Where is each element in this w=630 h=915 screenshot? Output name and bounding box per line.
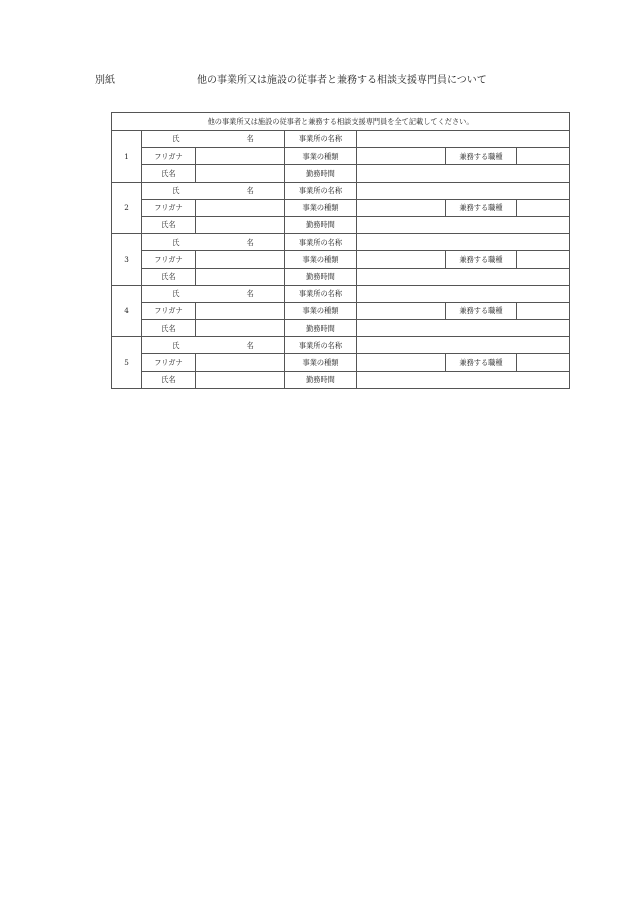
business-type-field[interactable]: [357, 354, 446, 371]
furigana-field[interactable]: [196, 148, 285, 165]
office-name-label: 事業所の名称: [285, 131, 357, 148]
furigana-label: フリガナ: [142, 199, 196, 216]
office-name-label: 事業所の名称: [285, 234, 357, 251]
entry-5-row-3: [112, 371, 570, 388]
concurrent-job-field[interactable]: [517, 199, 570, 216]
work-hours-field[interactable]: [357, 216, 570, 233]
name-heading-label: [142, 337, 285, 354]
office-name-label: 事業所の名称: [285, 337, 357, 354]
furigana-field[interactable]: [196, 302, 285, 319]
entry-1-row-2: [112, 148, 570, 165]
name-field[interactable]: [196, 320, 285, 337]
concurrent-job-label: 兼務する職種: [446, 251, 517, 268]
concurrent-job-label: 兼務する職種: [446, 302, 517, 319]
concurrent-job-field[interactable]: [517, 148, 570, 165]
entry-1-row-1: [112, 131, 570, 148]
name-heading-label: [142, 182, 285, 199]
name-heading-label-text: 氏 名: [172, 289, 284, 299]
entry-5-row-1: [112, 337, 570, 354]
entry-2-row-3: [112, 216, 570, 233]
work-hours-label: 勤務時間: [285, 371, 357, 388]
concurrent-job-field[interactable]: [517, 302, 570, 319]
name-heading-label-text: 氏 名: [172, 237, 284, 247]
office-name-field[interactable]: [357, 131, 570, 148]
concurrent-job-label: 兼務する職種: [446, 148, 517, 165]
furigana-label: フリガナ: [142, 354, 196, 371]
entry-2-row-1: [112, 182, 570, 199]
furigana-field[interactable]: [196, 251, 285, 268]
staff-table: [111, 112, 570, 389]
concurrent-job-label: 兼務する職種: [446, 199, 517, 216]
name-heading-label: [142, 285, 285, 302]
office-name-label: 事業所の名称: [285, 285, 357, 302]
name-label: 氏名: [142, 165, 196, 182]
business-type-label: 事業の種類: [285, 199, 357, 216]
office-name-label: 事業所の名称: [285, 182, 357, 199]
furigana-label: フリガナ: [142, 302, 196, 319]
furigana-label: フリガナ: [142, 148, 196, 165]
name-label: 氏名: [142, 371, 196, 388]
entry-number: 1: [112, 131, 142, 183]
office-name-field[interactable]: [357, 285, 570, 302]
entry-5-row-2: [112, 354, 570, 371]
name-heading-label: [142, 131, 285, 148]
name-label: 氏名: [142, 268, 196, 285]
entry-3-row-2: [112, 251, 570, 268]
name-heading-label: [142, 234, 285, 251]
work-hours-field[interactable]: [357, 165, 570, 182]
work-hours-label: 勤務時間: [285, 320, 357, 337]
entry-number: 2: [112, 182, 142, 234]
furigana-field[interactable]: [196, 199, 285, 216]
work-hours-label: 勤務時間: [285, 165, 357, 182]
office-name-field[interactable]: [357, 234, 570, 251]
concurrent-job-label: 兼務する職種: [446, 354, 517, 371]
name-heading-label-text: 氏 名: [172, 186, 284, 196]
office-name-field[interactable]: [357, 182, 570, 199]
entry-number: 4: [112, 285, 142, 337]
business-type-field[interactable]: [357, 251, 446, 268]
work-hours-field[interactable]: [357, 268, 570, 285]
name-field[interactable]: [196, 268, 285, 285]
business-type-field[interactable]: [357, 302, 446, 319]
work-hours-field[interactable]: [357, 320, 570, 337]
entry-number: 5: [112, 337, 142, 389]
name-heading-label-text: 氏 名: [172, 134, 284, 144]
entry-3-row-3: [112, 268, 570, 285]
table-header-row: [112, 113, 570, 131]
entry-4-row-3: [112, 320, 570, 337]
entry-3-row-1: [112, 234, 570, 251]
name-field[interactable]: [196, 165, 285, 182]
entry-4-row-1: [112, 285, 570, 302]
name-field[interactable]: [196, 216, 285, 233]
page-label: 別紙: [95, 75, 115, 86]
business-type-label: 事業の種類: [285, 251, 357, 268]
office-name-field[interactable]: [357, 337, 570, 354]
business-type-label: 事業の種類: [285, 354, 357, 371]
entry-1-row-3: [112, 165, 570, 182]
table-header: 他の事業所又は施設の従事者と兼務する相談支援専門員を全て記載してください。: [112, 113, 570, 131]
furigana-field[interactable]: [196, 354, 285, 371]
name-heading-label-text: 氏 名: [172, 340, 284, 350]
entry-4-row-2: [112, 302, 570, 319]
concurrent-job-field[interactable]: [517, 251, 570, 268]
business-type-field[interactable]: [357, 148, 446, 165]
business-type-field[interactable]: [357, 199, 446, 216]
entry-2-row-2: [112, 199, 570, 216]
work-hours-field[interactable]: [357, 371, 570, 388]
furigana-label: フリガナ: [142, 251, 196, 268]
name-field[interactable]: [196, 371, 285, 388]
business-type-label: 事業の種類: [285, 148, 357, 165]
name-label: 氏名: [142, 320, 196, 337]
name-label: 氏名: [142, 216, 196, 233]
work-hours-label: 勤務時間: [285, 216, 357, 233]
business-type-label: 事業の種類: [285, 302, 357, 319]
work-hours-label: 勤務時間: [285, 268, 357, 285]
concurrent-job-field[interactable]: [517, 354, 570, 371]
entry-number: 3: [112, 234, 142, 286]
page-title: 他の事業所又は施設の従事者と兼務する相談支援専門員について: [197, 75, 487, 86]
